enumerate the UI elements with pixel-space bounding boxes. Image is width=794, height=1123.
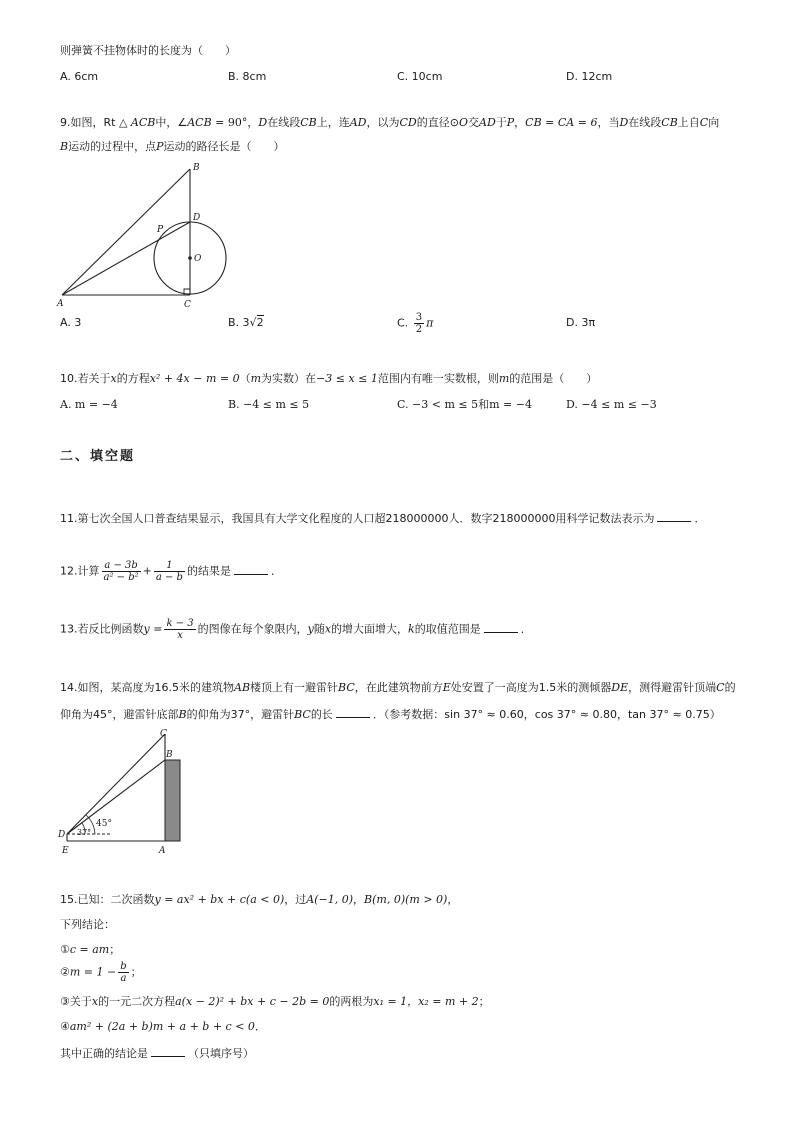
q8-option-d[interactable]: D. 12cm — [566, 70, 613, 83]
q8-option-b[interactable]: B. 8cm — [228, 70, 267, 83]
q10-option-a[interactable]: A. m = −4 — [60, 398, 118, 411]
q8-option-a[interactable]: A. 6cm — [60, 70, 99, 83]
q9-stem-line2: B运动的过程中，点P运动的路径长是（ ） — [60, 140, 285, 153]
q15-conclusion-1: ①c = am； — [60, 943, 121, 956]
q9-option-a[interactable]: A. 3 — [60, 316, 82, 329]
q14-stem-line2: 仰角为45°，避雷针底部B的仰角为37°，避雷针BC的长 ．（参考数据：sin 37° ≈ 0.60，cos 37° ≈ 0.80，tan 37° ≈ 0.75） — [60, 708, 721, 721]
q14-figure — [55, 722, 190, 858]
q12-stem: 12.计算 $\frac{a - 3b}{\text{a² − b²}}$ + $\frac{1}{a - b}$ 的结果是 ． — [60, 560, 282, 583]
q15-conclusion-4: ④am² + (2a + b)m + a + b + c < 0． — [60, 1020, 266, 1033]
q9-figure — [55, 160, 235, 310]
q9-label-d: D — [193, 213, 201, 223]
q14-label-c: C — [160, 729, 167, 739]
q14-label-a: A — [159, 846, 166, 856]
q11-stem: 11.第七次全国人口普查结果显示，我国具有大学文化程度的人口超218000000人．数字218000000用科学记数法表示为 ． — [60, 512, 706, 525]
q9-label-b: B — [193, 163, 200, 173]
q15-conclusion-2: ②m = 1 − $\frac{b}{a}$ ； — [60, 961, 142, 984]
q14-label-d: D — [58, 830, 66, 840]
q15-stem-last: 其中正确的结论是 （只填序号） — [60, 1047, 254, 1060]
q9-option-d[interactable]: D. 3π — [566, 316, 596, 329]
section-title-fill-in: 二、填空题 — [60, 449, 136, 464]
q12-answer-blank[interactable] — [234, 564, 268, 575]
q9-stem-line1: 9.如图，Rt △ ACB中，∠ACB = 90°，D在线段CB上，连AD，以为CD的直径⊙O交AD于P，CB = CA = 6，当D在线段CB上自C向 — [60, 116, 720, 129]
q13-answer-blank[interactable] — [484, 622, 518, 633]
q9-label-c: C — [184, 300, 191, 310]
q8-stem: 则弹簧不挂物体时的长度为（ ） — [60, 44, 236, 57]
q9-label-a: A — [57, 299, 64, 309]
q8-option-c[interactable]: C. 10cm — [397, 70, 443, 83]
q15-answer-blank[interactable] — [151, 1046, 185, 1057]
q9-label-o: O — [194, 254, 202, 264]
q14-stem-line1: 14.如图，某高度为16.5米的建筑物AB楼顶上有一避雷针BC，在此建筑物前方E处安置了一高度为1.5米的测倾器DE，测得避雷针顶端C的 — [60, 681, 736, 694]
q13-stem: 13.若反比例函数y = $\frac{k - 3}{x}$ 的图像在每个象限内，y随x的增大面增大，k的取值范围是 ． — [60, 618, 532, 641]
q14-answer-blank[interactable] — [336, 707, 370, 718]
q14-angle-37: 37° — [77, 828, 92, 837]
q10-option-d[interactable]: D. −4 ≤ m ≤ −3 — [566, 398, 657, 411]
q15-stem-line2: 下列结论： — [60, 918, 115, 931]
q10-stem: 10.若关于x的方程x² + 4x − m = 0（m为实数）在−3 ≤ x ≤ 1范围内有唯一实数根，则m的范围是（ ） — [60, 372, 598, 385]
q9-option-c[interactable]: C. $\frac{3}{2}$ π — [397, 312, 434, 335]
q11-answer-blank[interactable] — [657, 511, 691, 522]
q14-label-b: B — [166, 750, 173, 760]
q14-label-e: E — [62, 846, 69, 856]
q15-conclusion-3: ③关于x的一元二次方程a(x − 2)² + bx + c − 2b = 0的两根为x₁ = 1，x₂ = m + 2； — [60, 995, 490, 1008]
q9-label-p: P — [157, 225, 164, 235]
q9-option-b[interactable]: B. 3√2 — [228, 316, 264, 329]
q14-angle-45: 45° — [96, 819, 112, 829]
q10-option-b[interactable]: B. −4 ≤ m ≤ 5 — [228, 398, 310, 411]
q10-option-c[interactable]: C. −3 < m ≤ 5和m = −4 — [397, 398, 532, 411]
q15-stem-line1: 15.已知：二次函数y = ax² + bx + c(a < 0)，过A(−1, 0)，B(m, 0)(m > 0)， — [60, 893, 459, 906]
